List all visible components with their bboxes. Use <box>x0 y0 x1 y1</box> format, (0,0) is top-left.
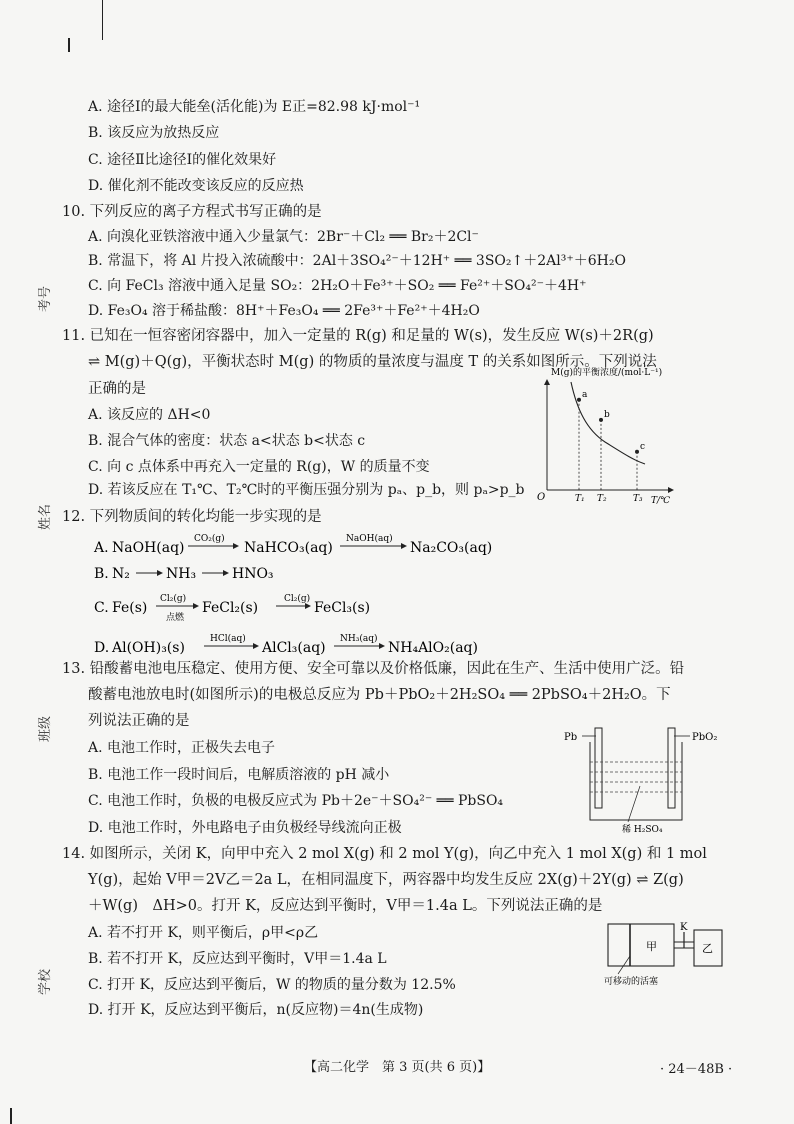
graph-point-b <box>599 418 603 422</box>
q12d-label: D. <box>94 640 110 656</box>
q12a-c1: CO₂(g) <box>194 534 225 544</box>
q14-option-a: A. 若不打开 K，则平衡后，ρ甲<ρ乙 <box>88 925 319 941</box>
battery-pbo2-label: PbO₂ <box>692 732 718 743</box>
page-footer-code: · 24－48B · <box>660 1062 733 1077</box>
q10-stem: 10. 下列反应的离子方程式书写正确的是 <box>62 204 322 220</box>
scan-mark <box>10 1108 12 1124</box>
side-label-kaohao: 考号 <box>38 285 53 312</box>
q12b-label: B. <box>94 566 109 582</box>
q13-option-c: C. 电池工作时，负极的电极反应式为 Pb＋2e⁻＋SO₄²⁻ ══ PbSO₄ <box>88 793 504 809</box>
q9-option-d: D. 催化剂不能改变该反应的反应热 <box>88 178 304 194</box>
q9-option-a: A. 途径Ⅰ的最大能垒(活化能)为 E正=82.98 kJ·mol⁻¹ <box>88 99 421 115</box>
q12c-label: C. <box>94 600 109 616</box>
q14-option-c: C. 打开 K，反应达到平衡后，W 的物质的量分数为 12.5% <box>88 977 456 993</box>
valve-k-label: K <box>680 922 688 933</box>
q12b-s3: HNO₃ <box>232 566 274 582</box>
q12-transformations <box>88 528 608 660</box>
q12c-c2: Cl₂(g) <box>284 594 311 604</box>
q12d-c2: NH₃(aq) <box>340 634 378 644</box>
q12a-label: A. <box>94 540 109 556</box>
vessel-yi-label: 乙 <box>702 942 713 955</box>
q11-option-d: D. 若该反应在 T₁℃、T₂℃时的平衡压强分别为 pₐ、p_b，则 pₐ>p_b <box>88 482 525 498</box>
graph-point-label: c <box>640 441 646 452</box>
q14-stem-2: Y(g)，起始 V甲＝2V乙＝2a L，在相同温度下，两容器中均发生反应 2X(g)＋2Y(g) ⇌ Z(g) <box>88 872 684 888</box>
q11-stem-1: 11. 已知在一恒容密闭容器中，加入一定量的 R(g) 和足量的 W(s)，发生反应 W(s)＋2R(g) <box>62 328 654 344</box>
q12a-c2: NaOH(aq) <box>346 534 393 544</box>
graph-x-label: T/℃ <box>651 496 671 506</box>
q13-option-a: A. 电池工作时，正极失去电子 <box>88 740 276 756</box>
graph-tick-label: T₂ <box>597 494 607 504</box>
q12d-s3: NH₄AlO₂(aq) <box>388 640 478 656</box>
battery-electrolyte-label: 稀 H₂SO₄ <box>622 825 663 834</box>
q10-option-d: D. Fe₃O₄ 溶于稀盐酸：8H⁺＋Fe₃O₄ ══ 2Fe³⁺＋Fe²⁺＋4H₂O <box>88 303 480 319</box>
graph-point-c <box>635 450 639 454</box>
q11-concentration-graph <box>535 364 685 506</box>
battery-pbo2-electrode <box>668 728 675 808</box>
graph-point-label: b <box>604 409 610 420</box>
q12c-c1: Cl₂(g) <box>160 594 187 604</box>
q10-option-b: B. 常温下，将 Al 片投入浓硫酸中：2Al＋3SO₄²⁻＋12H⁺ ══ 3SO₂↑＋2Al³⁺＋6H₂O <box>88 253 626 269</box>
q12d-s1: Al(OH)₃(s) <box>112 640 185 656</box>
q9-option-c: C. 途径Ⅱ比途径Ⅰ的催化效果好 <box>88 152 277 168</box>
q12a-s1: NaOH(aq) <box>112 540 185 556</box>
q11-option-b: B. 混合气体的密度：状态 a<状态 b<状态 c <box>88 433 366 449</box>
q12c-s2: FeCl₂(s) <box>202 600 259 616</box>
scan-mark <box>68 38 70 52</box>
q12c-c1b: 点燃 <box>166 613 185 623</box>
q13-option-d: D. 电池工作时，外电路电子由负极经导线流向正极 <box>88 820 402 836</box>
battery-pb-label: Pb <box>564 732 578 743</box>
graph-point-a <box>577 398 581 402</box>
graph-tick-label: T₁ <box>575 494 585 504</box>
scan-mark <box>102 0 103 40</box>
electrolyte-pointer <box>628 786 640 822</box>
q12d-s2: AlCl₃(aq) <box>262 640 326 656</box>
q14-stem-3: ＋W(g) ΔH>0。打开 K，反应达到平衡时，V甲＝1.4a L。下列说法正确的是 <box>88 898 603 914</box>
q9-option-b: B. 该反应为放热反应 <box>88 125 220 141</box>
q13-option-b: B. 电池工作一段时间后，电解质溶液的 pH 减小 <box>88 767 390 783</box>
piston-pointer <box>618 956 630 974</box>
graph-point-label: a <box>582 389 588 400</box>
graph-tick-label: T₃ <box>633 494 643 504</box>
q12a-s2: NaHCO₃(aq) <box>244 540 333 556</box>
q14-stem-1: 14. 如图所示，关闭 K，向甲中充入 2 mol X(g) 和 2 mol Y(g)，向乙中充入 1 mol X(g) 和 1 mol <box>62 846 707 862</box>
q11-stem-2: ⇌ M(g)＋Q(g)，平衡状态时 M(g) 的物质的量浓度与温度 T 的关系如图所示。下列说法 <box>88 354 657 370</box>
side-label-class: 班级 <box>38 715 53 742</box>
q14-option-b: B. 若不打开 K，反应达到平衡时，V甲＝1.4a L <box>88 951 387 967</box>
q14-vessel-diagram <box>600 912 730 988</box>
q12d-c1: HCl(aq) <box>210 634 246 644</box>
q13-stem-2: 酸蓄电池放电时(如图所示)的电极总反应为 Pb＋PbO₂＋2H₂SO₄ ══ 2PbSO₄＋2H₂O。下 <box>88 687 671 703</box>
q12c-s3: FeCl₃(s) <box>314 600 371 616</box>
q11-option-c: C. 向 c 点体系中再充入一定量的 R(g)，W 的质量不变 <box>88 459 430 475</box>
q12b-s1: N₂ <box>112 566 130 582</box>
q12a-s3: Na₂CO₃(aq) <box>410 540 493 556</box>
q14-option-d: D. 打开 K，反应达到平衡后，n(反应物)＝4n(生成物) <box>88 1002 424 1018</box>
graph-y-label: M(g)的平衡浓度/(mol·L⁻¹) <box>551 368 663 378</box>
page-footer-title: 【高二化学 第 3 页(共 6 页)】 <box>304 1060 491 1075</box>
graph-origin: O <box>537 492 546 503</box>
q11-option-a: A. 该反应的 ΔH<0 <box>88 407 211 423</box>
q11-stem-3: 正确的是 <box>88 381 146 397</box>
q10-option-c: C. 向 FeCl₃ 溶液中通入足量 SO₂：2H₂O＋Fe³⁺＋SO₂ ══ Fe²⁺＋SO₄²⁻＋4H⁺ <box>88 278 587 294</box>
battery-pb-electrode <box>595 728 602 808</box>
vessel-jia <box>608 924 674 966</box>
q13-stem-3: 列说法正确的是 <box>88 713 190 729</box>
vessel-jia-label: 甲 <box>646 940 657 953</box>
q12b-s2: NH₃ <box>166 566 197 582</box>
side-label-name: 姓名 <box>38 503 53 530</box>
side-label-school: 学校 <box>38 968 53 995</box>
q12-stem: 12. 下列物质间的转化均能一步实现的是 <box>62 509 322 525</box>
q13-stem-1: 13. 铅酸蓄电池电压稳定、使用方便、安全可靠以及价格低廉，因此在生产、生活中使用广泛。铅 <box>62 661 685 677</box>
piston-label: 可移动的活塞 <box>604 977 659 987</box>
q12c-s1: Fe(s) <box>112 600 148 616</box>
q13-battery-diagram <box>562 722 722 834</box>
q10-option-a: A. 向溴化亚铁溶液中通入少量氯气：2Br⁻＋Cl₂ ══ Br₂＋2Cl⁻ <box>88 229 479 245</box>
